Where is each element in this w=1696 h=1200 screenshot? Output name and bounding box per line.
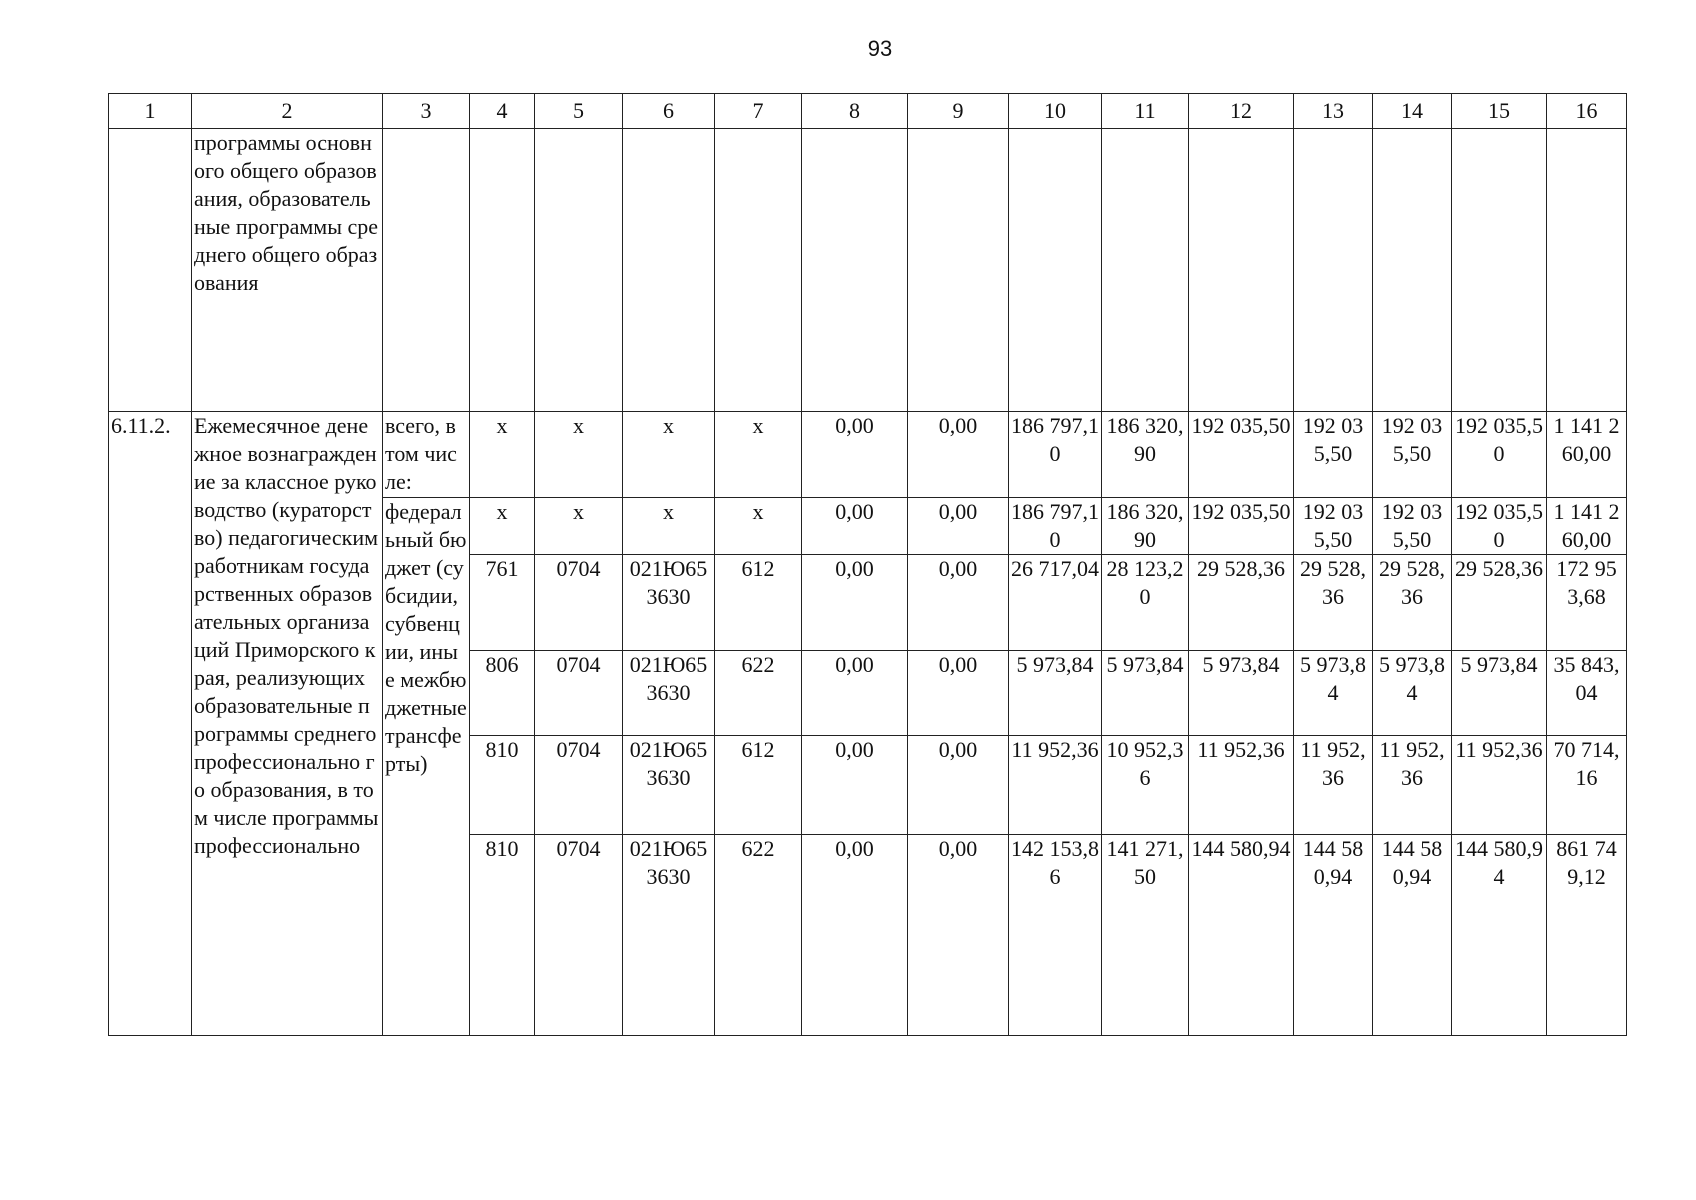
table-cell: 29 528,36 — [1452, 555, 1547, 651]
continuation-description: программы основного общего образования, образовательные программы среднего общего образования — [192, 129, 383, 412]
table-cell — [623, 129, 715, 412]
table-cell: 021Ю653630 — [623, 835, 715, 1036]
table-cell: 10 952,36 — [1102, 736, 1189, 835]
table-cell: 0,00 — [908, 651, 1009, 736]
table-cell: 0,00 — [802, 835, 908, 1036]
table-cell: 5 973,84 — [1452, 651, 1547, 736]
table-cell: 761 — [470, 555, 535, 651]
table-cell: 142 153,86 — [1009, 835, 1102, 1036]
header-cell: 15 — [1452, 94, 1547, 129]
table-cell: 144 580,94 — [1373, 835, 1452, 1036]
table-cell — [470, 129, 535, 412]
table-cell: 0,00 — [908, 412, 1009, 498]
table-cell: 144 580,94 — [1452, 835, 1547, 1036]
table-cell: 26 717,04 — [1009, 555, 1102, 651]
table-cell — [908, 129, 1009, 412]
table-cell: 192 035,50 — [1189, 412, 1294, 498]
table-cell: 5 973,84 — [1373, 651, 1452, 736]
page-number: 93 — [867, 36, 893, 61]
table-cell: 141 271,50 — [1102, 835, 1189, 1036]
table-cell: 0,00 — [908, 555, 1009, 651]
header-cell: 5 — [535, 94, 623, 129]
table-cell: 192 035,50 — [1294, 412, 1373, 498]
table-cell: 612 — [715, 736, 802, 835]
table-cell: 0704 — [535, 651, 623, 736]
table-cell: х — [535, 498, 623, 555]
table-cell: х — [623, 412, 715, 498]
table-cell: 0,00 — [802, 555, 908, 651]
header-cell: 9 — [908, 94, 1009, 129]
header-cell: 7 — [715, 94, 802, 129]
table-cell: 186 320,90 — [1102, 412, 1189, 498]
header-cell: 10 — [1009, 94, 1102, 129]
table-cell: 186 320,90 — [1102, 498, 1189, 555]
table-cell: 0,00 — [908, 736, 1009, 835]
table-cell: х — [715, 412, 802, 498]
table-cell: 1 141 260,00 — [1547, 412, 1627, 498]
table-cell: 11 952,36 — [1294, 736, 1373, 835]
item-description: Ежемесячное денежное вознаграждение за классное руководство (кураторство) педагогическим работникам государственных образовательных организаций Приморского края, реализующих образовательные программы среднего профессионально го образования, в том числе программы профессионально — [192, 412, 383, 1036]
header-cell: 1 — [109, 94, 192, 129]
table-cell: 0,00 — [908, 498, 1009, 555]
table-cell: 0,00 — [802, 736, 908, 835]
table-cell: 192 035,50 — [1189, 498, 1294, 555]
table-cell — [1547, 129, 1627, 412]
header-cell: 6 — [623, 94, 715, 129]
table-cell: 0,00 — [802, 651, 908, 736]
table-cell: 192 035,50 — [1373, 412, 1452, 498]
table-cell — [1189, 129, 1294, 412]
table-cell: 192 035,50 — [1452, 498, 1547, 555]
table-cell: 0704 — [535, 555, 623, 651]
header-cell: 8 — [802, 94, 908, 129]
header-row — [109, 94, 1627, 129]
header-cell: 2 — [192, 94, 383, 129]
table-cell: 29 528,36 — [1189, 555, 1294, 651]
table-cell — [802, 129, 908, 412]
table-cell: 144 580,94 — [1189, 835, 1294, 1036]
table-cell — [1452, 129, 1547, 412]
table-cell: 28 123,20 — [1102, 555, 1189, 651]
table-cell: 11 952,36 — [1452, 736, 1547, 835]
table-cell: 70 714,16 — [1547, 736, 1627, 835]
header-cell: 11 — [1102, 94, 1189, 129]
budget-table — [108, 93, 1627, 1036]
table-cell: 192 035,50 — [1452, 412, 1547, 498]
table-cell: 29 528,36 — [1294, 555, 1373, 651]
table-cell: 021Ю653630 — [623, 736, 715, 835]
table-cell: 5 973,84 — [1189, 651, 1294, 736]
table-cell: х — [535, 412, 623, 498]
table-cell: 5 973,84 — [1102, 651, 1189, 736]
header-cell: 16 — [1547, 94, 1627, 129]
table-cell: 11 952,36 — [1189, 736, 1294, 835]
table-cell: х — [470, 412, 535, 498]
table-cell: 186 797,10 — [1009, 412, 1102, 498]
table-cell: 612 — [715, 555, 802, 651]
header-cell: 12 — [1189, 94, 1294, 129]
header-cell: 13 — [1294, 94, 1373, 129]
table-cell — [535, 129, 623, 412]
table-cell — [383, 129, 470, 412]
table-cell — [1373, 129, 1452, 412]
table-cell: 29 528,36 — [1373, 555, 1452, 651]
table-cell: 172 953,68 — [1547, 555, 1627, 651]
table-cell: 186 797,10 — [1009, 498, 1102, 555]
table-cell: 1 141 260,00 — [1547, 498, 1627, 555]
table-cell: х — [470, 498, 535, 555]
table-cell: х — [715, 498, 802, 555]
table-cell: 11 952,36 — [1373, 736, 1452, 835]
item-number: 6.11.2. — [109, 412, 192, 1036]
table-cell: 810 — [470, 736, 535, 835]
header-cell: 4 — [470, 94, 535, 129]
table-cell: 806 — [470, 651, 535, 736]
table-cell — [1102, 129, 1189, 412]
table-cell: 5 973,84 — [1009, 651, 1102, 736]
table-cell — [1294, 129, 1373, 412]
table-cell: 0704 — [535, 736, 623, 835]
table-cell: 810 — [470, 835, 535, 1036]
table-cell: 0704 — [535, 835, 623, 1036]
table-cell: 11 952,36 — [1009, 736, 1102, 835]
table-cell: 144 580,94 — [1294, 835, 1373, 1036]
table-cell: 192 035,50 — [1373, 498, 1452, 555]
table-cell — [715, 129, 802, 412]
source-cell: всего, в том числе: — [383, 412, 470, 498]
table-cell — [109, 129, 192, 412]
header-cell: 3 — [383, 94, 470, 129]
table-cell: 35 843,04 — [1547, 651, 1627, 736]
table-cell: 622 — [715, 651, 802, 736]
header-cell: 14 — [1373, 94, 1452, 129]
continuation-row — [109, 129, 1627, 412]
table-cell: 0,00 — [908, 835, 1009, 1036]
table-cell: 5 973,84 — [1294, 651, 1373, 736]
table-row — [109, 412, 1627, 498]
table-cell: 192 035,50 — [1294, 498, 1373, 555]
table-cell: х — [623, 498, 715, 555]
table-cell: 021Ю653630 — [623, 651, 715, 736]
table-cell: 0,00 — [802, 498, 908, 555]
source-cell: федеральный бюджет (субсидии, субвенции, иные межбюджетные трансферты) — [383, 498, 470, 1036]
table-cell: 021Ю653630 — [623, 555, 715, 651]
table-cell: 0,00 — [802, 412, 908, 498]
table-cell — [1009, 129, 1102, 412]
table-cell: 861 749,12 — [1547, 835, 1627, 1036]
table-cell: 622 — [715, 835, 802, 1036]
